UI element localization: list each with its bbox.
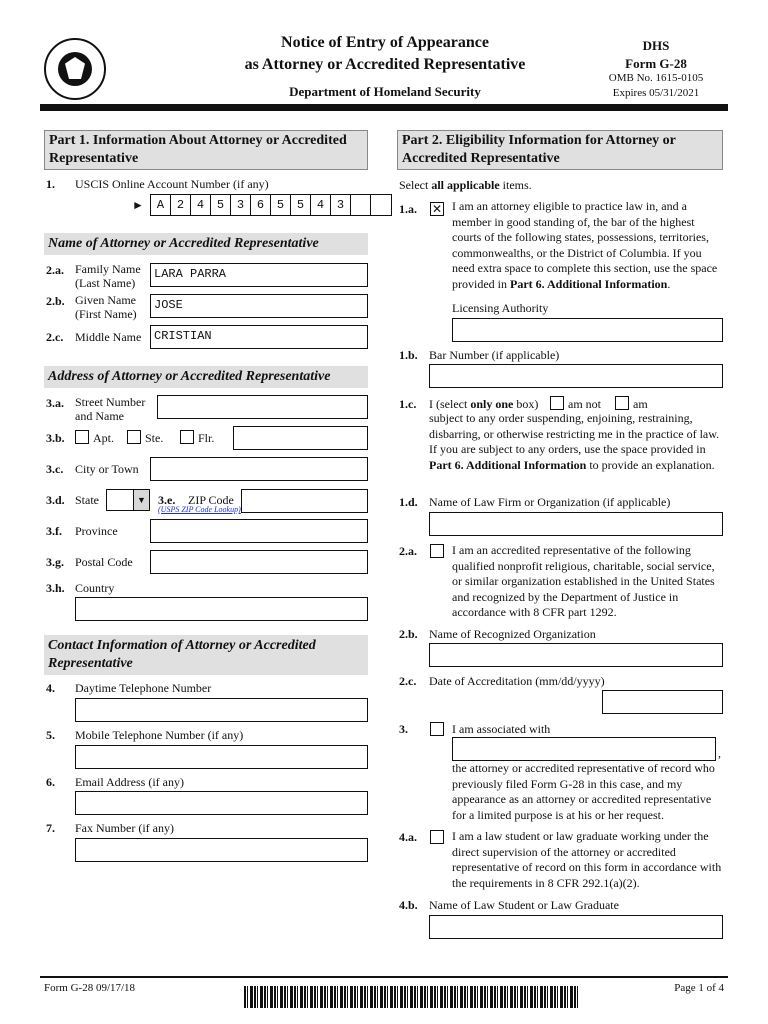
account-digit: 2 xyxy=(171,195,191,215)
am-not-label: am not xyxy=(568,397,601,411)
fax-label: Fax Number (if any) xyxy=(75,821,174,835)
city-number: 3.c. xyxy=(46,462,64,476)
middle-name-label: Middle Name xyxy=(75,330,142,344)
recognized-org-input[interactable] xyxy=(429,643,723,667)
flr-checkbox[interactable] xyxy=(180,430,194,444)
account-digit: 3 xyxy=(231,195,251,215)
dhs-seal xyxy=(44,38,106,100)
phone-number: 4. xyxy=(46,681,55,695)
fax-input[interactable] xyxy=(75,838,368,862)
ste-checkbox[interactable] xyxy=(127,430,141,444)
am-label: am xyxy=(633,397,648,411)
zip-label: ZIP Code xyxy=(188,493,234,507)
am-checkbox[interactable] xyxy=(615,396,629,410)
country-number: 3.h. xyxy=(46,581,65,595)
unit-input[interactable] xyxy=(233,426,368,450)
q1-label: USCIS Online Account Number (if any) xyxy=(75,177,269,191)
q1a-number: 1.a. xyxy=(399,202,417,216)
account-digit xyxy=(351,195,371,215)
account-digit: A xyxy=(151,195,171,215)
city-input[interactable] xyxy=(150,457,368,481)
associated-label: I am associated with xyxy=(452,722,551,736)
form-title-line1: Notice of Entry of Appearance xyxy=(281,34,489,51)
address-section-heading: Address of Attorney or Accredited Representative xyxy=(44,366,368,388)
q1c-prompt: I (select only one box) xyxy=(429,397,539,411)
uscis-account-input[interactable] xyxy=(150,194,392,216)
select-instruction: Select all applicable items. xyxy=(399,178,532,192)
q1c-text: subject to any order suspending, enjoining, restraining, disbarring, or otherwise restricting me in the practice of law. If you are subject to any orders, use the space provided in Part 6. Additional Information to provide an explanation. xyxy=(429,411,720,472)
state-select[interactable] xyxy=(106,489,150,511)
apt-label: Apt. xyxy=(93,431,114,445)
fax-number: 7. xyxy=(46,821,55,835)
family-name-number: 2.a. xyxy=(46,263,64,277)
expiration-date: Expires 05/31/2021 xyxy=(612,87,700,99)
law-student-name-input[interactable] xyxy=(429,915,723,939)
barcode xyxy=(244,986,578,1008)
q1a-text: I am an attorney eligible to practice law in, and a member in good standing of, the bar of the highest courts of the following states, possessions, territories, commonwealths, or the District of Columbia. If you need extra space to complete this section, use the space provided in Part 6. Additional Information. xyxy=(452,199,718,291)
bar-number-input[interactable] xyxy=(429,364,723,388)
phone-label: Daytime Telephone Number xyxy=(75,681,212,695)
attorney-checkbox[interactable]: ✕ xyxy=(431,202,443,216)
account-digit: 3 xyxy=(331,195,351,215)
q4a-number: 4.a. xyxy=(399,830,417,844)
account-digit xyxy=(371,195,391,215)
middle-name-input[interactable]: CRISTIAN xyxy=(150,325,368,349)
street-label: Street Number and Name xyxy=(75,395,146,423)
mobile-label: Mobile Telephone Number (if any) xyxy=(75,728,244,742)
account-digit: 5 xyxy=(211,195,231,215)
zip-number: 3.e. xyxy=(158,493,176,507)
form-id: Form G-28 xyxy=(625,56,687,71)
q1b-number: 1.b. xyxy=(399,348,418,362)
q2b-number: 2.b. xyxy=(399,627,418,641)
law-student-name-label: Name of Law Student or Law Graduate xyxy=(429,898,619,912)
associated-with-input[interactable] xyxy=(452,737,716,761)
page-number: Page 1 of 4 xyxy=(674,982,724,994)
state-label: State xyxy=(75,493,99,507)
email-label: Email Address (if any) xyxy=(75,775,184,789)
province-label: Province xyxy=(75,524,118,538)
q4b-number: 4.b. xyxy=(399,898,418,912)
recognized-org-label: Name of Recognized Organization xyxy=(429,627,596,641)
q2a-text: I am an accredited representative of the following qualified nonprofit religious, charitable, social service, or similar organization established in the United States and recognized by the Department of Justice in accordance with 8 CFR part 1292. xyxy=(452,543,715,619)
licensing-authority-input[interactable] xyxy=(452,318,723,342)
q1d-number: 1.d. xyxy=(399,495,418,509)
account-digit: 6 xyxy=(251,195,271,215)
postal-number: 3.g. xyxy=(46,555,64,569)
law-firm-label: Name of Law Firm or Organization (if applicable) xyxy=(429,495,671,509)
account-digit: 5 xyxy=(271,195,291,215)
postal-label: Postal Code xyxy=(75,555,133,569)
q4a-text: I am a law student or law graduate working under the direct supervision of the attorney or accredited representative of record on this form in accordance with the requirements in 8 CFR 292.1(a)(2). xyxy=(452,829,722,890)
department-name: Department of Homeland Security xyxy=(289,84,481,99)
mobile-number: 5. xyxy=(46,728,55,742)
q1c-number: 1.c. xyxy=(399,397,417,411)
accreditation-date-label: Date of Accreditation (mm/dd/yyyy) xyxy=(429,674,605,688)
part1-heading: Part 1. Information About Attorney or Accredited Representative xyxy=(44,130,368,170)
arrow-icon: ► xyxy=(132,198,144,212)
given-name-number: 2.b. xyxy=(46,294,65,308)
zip-lookup-link[interactable]: (USPS ZIP Code Lookup) xyxy=(158,505,241,514)
q1-number: 1. xyxy=(46,177,55,191)
accreditation-date-input[interactable] xyxy=(602,690,723,714)
account-digit: 4 xyxy=(311,195,331,215)
footer-rule xyxy=(40,976,728,978)
name-section-heading: Name of Attorney or Accredited Representative xyxy=(44,233,368,255)
country-input[interactable] xyxy=(75,597,368,621)
part2-heading: Part 2. Eligibility Information for Attorney or Accredited Representative xyxy=(397,130,723,170)
family-name-input[interactable]: LARA PARRA xyxy=(150,263,368,287)
given-name-label: Given Name (First Name) xyxy=(75,293,137,321)
street-input[interactable] xyxy=(157,395,368,419)
email-number: 6. xyxy=(46,775,55,789)
zip-input[interactable] xyxy=(241,489,368,513)
omb-number: OMB No. 1615-0105 xyxy=(608,72,704,84)
state-number: 3.d. xyxy=(46,493,65,507)
am-not-checkbox[interactable] xyxy=(550,396,564,410)
country-label: Country xyxy=(75,581,115,595)
licensing-authority-label: Licensing Authority xyxy=(452,301,549,315)
q3-number: 3. xyxy=(399,722,408,736)
account-digit: 5 xyxy=(291,195,311,215)
chevron-down-icon[interactable]: ▼ xyxy=(133,490,149,510)
associated-comma: , xyxy=(718,746,721,760)
province-input[interactable] xyxy=(150,519,368,543)
agency-label: DHS xyxy=(642,38,670,53)
form-title-line2: as Attorney or Accredited Representative xyxy=(244,56,526,73)
city-label: City or Town xyxy=(75,462,139,476)
q2c-number: 2.c. xyxy=(399,674,417,688)
family-name-label: Family Name (Last Name) xyxy=(75,262,141,290)
header-rule xyxy=(40,104,728,111)
law-student-checkbox[interactable] xyxy=(430,830,444,844)
accredited-rep-checkbox[interactable] xyxy=(430,544,444,558)
street-number: 3.a. xyxy=(46,396,64,410)
form-edition: Form G-28 09/17/18 xyxy=(44,982,136,994)
phone-input[interactable] xyxy=(75,698,368,722)
province-number: 3.f. xyxy=(46,524,62,538)
given-name-input[interactable]: JOSE xyxy=(150,294,368,318)
q2a-number: 2.a. xyxy=(399,544,417,558)
q3-text: the attorney or accredited representative of record who previously filed Form G-28 in this case, and my appearance as an attorney or accredited representative for a limited purpose is at his or her request. xyxy=(452,761,715,822)
law-firm-input[interactable] xyxy=(429,512,723,536)
apt-checkbox[interactable] xyxy=(75,430,89,444)
email-input[interactable] xyxy=(75,791,368,815)
unit-number: 3.b. xyxy=(46,431,65,445)
contact-section-heading: Contact Information of Attorney or Accredited Representative xyxy=(44,635,368,675)
middle-name-number: 2.c. xyxy=(46,330,64,344)
ste-label: Ste. xyxy=(145,431,164,445)
associated-checkbox[interactable] xyxy=(430,722,444,736)
account-digit: 4 xyxy=(191,195,211,215)
postal-input[interactable] xyxy=(150,550,368,574)
mobile-input[interactable] xyxy=(75,745,368,769)
bar-number-label: Bar Number (if applicable) xyxy=(429,348,560,362)
flr-label: Flr. xyxy=(198,431,215,445)
